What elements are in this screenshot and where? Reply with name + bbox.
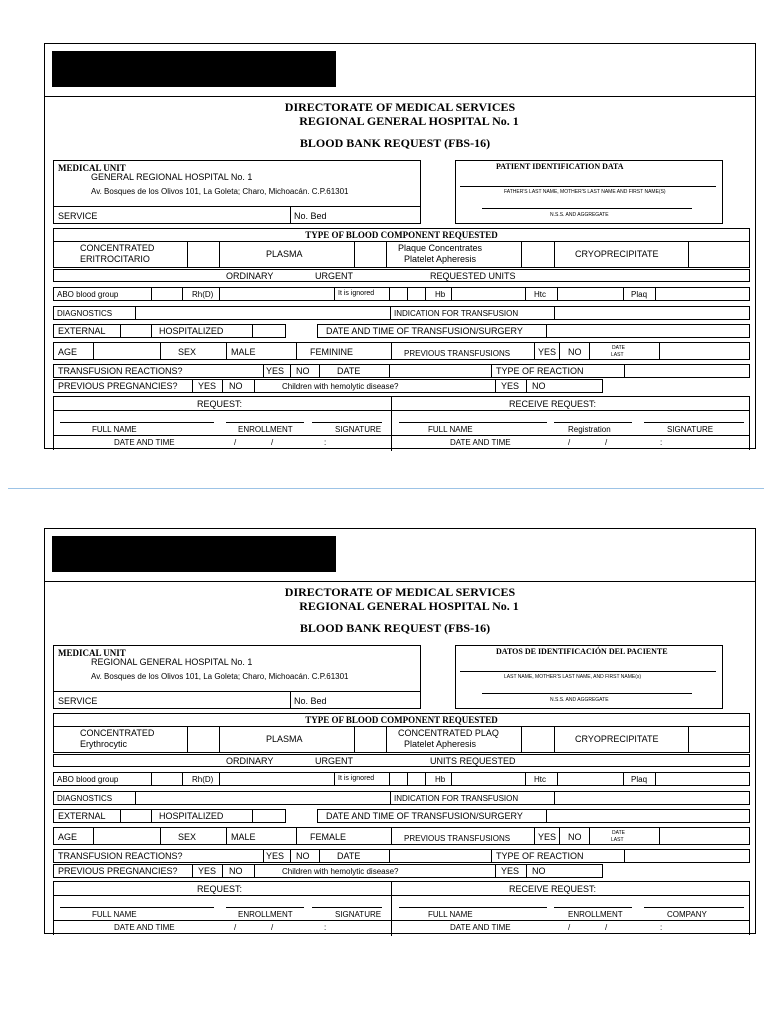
reactions-no[interactable]: NO (296, 366, 310, 376)
age-label: AGE (58, 832, 78, 842)
rh-label: Rh(D) (192, 290, 214, 299)
reaction-type-label: TYPE OF REACTION (496, 851, 584, 861)
cell-divider (554, 307, 555, 319)
pregnancies-row (53, 864, 603, 878)
request-signature: SIGNATURE (335, 425, 382, 434)
receive-datetime-label: DATE AND TIME (450, 438, 511, 447)
cell-divider (624, 365, 625, 377)
transfusion-datetime-row (317, 809, 750, 823)
cell-divider (226, 343, 227, 359)
directorate-heading: DIRECTORATE OF MEDICAL SERVICES (284, 100, 516, 114)
cell-divider (160, 828, 161, 844)
redacted-logo-block (52, 51, 336, 87)
hemolytic-yes[interactable]: YES (501, 866, 520, 876)
cell-divider (120, 810, 121, 822)
cell-divider (151, 325, 152, 337)
component-box (53, 713, 750, 753)
cell-divider (559, 828, 560, 844)
cell-divider (182, 288, 183, 300)
component-title-divider (54, 726, 749, 727)
request-enrollment: ENROLLMENT (238, 425, 293, 434)
datetime-divider (54, 435, 749, 436)
cell-divider (525, 773, 526, 785)
directorate-heading: DIRECTORATE OF MEDICAL SERVICES (284, 585, 516, 599)
urgent-option[interactable]: URGENT (315, 271, 353, 281)
hospital-address: Av. Bosques de los Olivos 101, La Goleta; Charo, Michoacán. C.P.61301 (91, 672, 349, 681)
receive-datetime-label: DATE AND TIME (450, 923, 511, 932)
component-erythro-label-b: Erythrocytic (80, 739, 128, 749)
request-time-colon: : (324, 923, 327, 932)
cell-divider (534, 343, 535, 359)
requested-units-label[interactable]: UNITS REQUESTED (430, 756, 516, 766)
transfusion-datetime-row (317, 324, 750, 338)
age-label: AGE (58, 347, 78, 357)
requested-units-label[interactable]: REQUESTED UNITS (430, 271, 516, 281)
hospital-heading: REGIONAL GENERAL HOSPITAL No. 1 (299, 114, 519, 128)
cell-divider (120, 325, 121, 337)
date-last-label-a: DATE (612, 830, 625, 836)
cell-divider (254, 865, 255, 877)
receive-full-name: FULL NAME (428, 425, 473, 434)
patient-type-row (53, 809, 286, 823)
cell-divider (135, 792, 136, 804)
bed-divider (290, 206, 291, 224)
medical-unit-box (53, 160, 421, 224)
hospitalized-option[interactable]: HOSPITALIZED (159, 326, 224, 336)
cell-divider (557, 773, 558, 785)
pregnancies-no[interactable]: NO (229, 866, 243, 876)
component-platelet-label-a: Plaque Concentrates (398, 243, 483, 253)
transfusion-datetime-label: DATE AND TIME OF TRANSFUSION/SURGERY (326, 811, 523, 821)
cell-divider (192, 380, 193, 392)
component-plasma-label: PLASMA (266, 249, 303, 259)
cell-divider (623, 288, 624, 300)
cell-divider (554, 792, 555, 804)
cell-divider (451, 773, 452, 785)
ignored-label: It is ignored (338, 775, 375, 782)
diagnostics-row (53, 791, 750, 805)
cell-divider (521, 241, 522, 267)
cell-divider (688, 726, 689, 752)
cell-divider (252, 810, 253, 822)
cell-divider (386, 241, 387, 267)
pregnancies-label: PREVIOUS PREGNANCIES? (58, 381, 178, 391)
patient-id-box (455, 645, 723, 709)
cell-divider (655, 288, 656, 300)
request-datetime-label: DATE AND TIME (114, 923, 175, 932)
request-label: REQUEST: (197, 399, 243, 409)
hospital-heading: REGIONAL GENERAL HOSPITAL No. 1 (299, 599, 519, 613)
cell-divider (623, 773, 624, 785)
cell-divider (219, 726, 220, 752)
signature-title-divider (54, 410, 749, 411)
form-title: BLOOD BANK REQUEST (FBS-16) (299, 136, 491, 150)
cell-divider (407, 288, 408, 300)
sex-label: SEX (178, 347, 197, 357)
service-divider (54, 691, 420, 692)
component-title: TYPE OF BLOOD COMPONENT REQUESTED (305, 230, 498, 240)
request-enrollment: ENROLLMENT (238, 910, 293, 919)
request-date-slash-1: / (234, 438, 237, 447)
cell-divider (319, 850, 320, 862)
request-time-colon: : (324, 438, 327, 447)
receive-enrollment-line[interactable] (554, 422, 632, 423)
request-signature-line[interactable] (312, 422, 382, 423)
diagnostics-label: DIAGNOSTICS (57, 309, 113, 318)
cell-divider (187, 241, 188, 267)
cell-divider (151, 288, 152, 300)
cell-divider (290, 365, 291, 377)
service-divider (54, 206, 420, 207)
rh-label: Rh(D) (192, 775, 214, 784)
hemolytic-no[interactable]: NO (532, 381, 546, 391)
request-datetime-label: DATE AND TIME (114, 438, 175, 447)
medical-unit-box (53, 645, 421, 709)
cell-divider (151, 810, 152, 822)
request-name-line[interactable] (60, 422, 214, 423)
component-erythro-label-b: ERITROCITARIO (80, 254, 150, 264)
hospitalized-option[interactable]: HOSPITALIZED (159, 811, 224, 821)
request-date-slash-2: / (271, 923, 274, 932)
ordinary-option[interactable]: ORDINARY (226, 756, 274, 766)
component-platelet-label-a: CONCENTRATED PLAQ (398, 728, 499, 738)
cell-divider (495, 865, 496, 877)
cell-divider (559, 343, 560, 359)
cell-divider (534, 828, 535, 844)
cell-divider (334, 773, 335, 785)
receive-full-name: FULL NAME (428, 910, 473, 919)
cell-divider (187, 726, 188, 752)
cell-divider (389, 773, 390, 785)
service-label[interactable]: SERVICE (58, 211, 98, 221)
patient-id-label: DATOS DE IDENTIFICACIÓN DEL PACIENTE (496, 647, 668, 656)
receive-time-colon: : (660, 923, 663, 932)
pregnancies-row (53, 379, 603, 393)
cell-divider (296, 828, 297, 844)
cell-divider (93, 343, 94, 359)
cell-divider (182, 773, 183, 785)
prev-transfusion-no[interactable]: NO (568, 832, 582, 842)
cell-divider (263, 850, 264, 862)
nss-line[interactable] (482, 693, 692, 694)
plaq-label: Plaq (631, 775, 648, 784)
female-option[interactable]: FEMININE (310, 347, 354, 357)
receive-date-slash-2: / (605, 438, 608, 447)
hb-label: Hb (435, 290, 446, 299)
receive-time-colon: : (660, 438, 663, 447)
cell-divider (554, 241, 555, 267)
nss-caption: N.S.S. AND AGGREGATE (550, 697, 609, 703)
receive-enrollment: Registration (568, 425, 611, 434)
hospital-name: REGIONAL GENERAL HOSPITAL No. 1 (91, 657, 253, 667)
cell-divider (491, 850, 492, 862)
abo-label: ABO blood group (57, 775, 119, 784)
sex-label: SEX (178, 832, 197, 842)
hb-label: Hb (435, 775, 446, 784)
nss-caption: N.S.S. AND AGGREGATE (550, 212, 609, 218)
date-last-label-b: LAST (611, 837, 624, 843)
request-label: REQUEST: (197, 884, 243, 894)
plaq-label: Plaq (631, 290, 648, 299)
external-option[interactable]: EXTERNAL (58, 326, 106, 336)
cell-divider (425, 288, 426, 300)
reactions-date-label: DATE (337, 366, 361, 376)
receive-request-label: RECEIVE REQUEST: (509, 399, 597, 409)
patient-name-caption: FATHER'S LAST NAME, MOTHER'S LAST NAME AND FIRST NAME(S) (504, 189, 666, 195)
signature-title-divider (54, 895, 749, 896)
page-separator (8, 488, 764, 489)
ignored-label: It is ignored (338, 290, 375, 297)
patient-id-box (455, 160, 723, 224)
cell-divider (192, 865, 193, 877)
cell-divider (688, 241, 689, 267)
cell-divider (589, 828, 590, 844)
pregnancies-no[interactable]: NO (229, 381, 243, 391)
pregnancies-label: PREVIOUS PREGNANCIES? (58, 866, 178, 876)
cell-divider (389, 850, 390, 862)
receive-date-slash-1: / (568, 923, 571, 932)
component-platelet-label-b: Platelet Apheresis (404, 254, 477, 264)
form-title: BLOOD BANK REQUEST (FBS-16) (299, 621, 491, 635)
cell-divider (546, 325, 547, 337)
cell-divider (521, 726, 522, 752)
reactions-yes[interactable]: YES (266, 851, 285, 861)
cell-divider (391, 343, 392, 359)
component-cryo-label: CRYOPRECIPITATE (575, 734, 659, 744)
hemolytic-yes[interactable]: YES (501, 381, 520, 391)
cell-divider (354, 726, 355, 752)
cell-divider (160, 343, 161, 359)
hemolytic-label: Children with hemolytic disease? (282, 382, 399, 391)
cell-divider (526, 380, 527, 392)
reactions-label: TRANSFUSION REACTIONS? (58, 851, 183, 861)
receive-date-slash-2: / (605, 923, 608, 932)
female-option[interactable]: FEMALE (310, 832, 347, 842)
receive-enrollment-line[interactable] (554, 907, 632, 908)
datetime-divider (54, 920, 749, 921)
cell-divider (151, 773, 152, 785)
cell-divider (526, 865, 527, 877)
bed-divider (290, 691, 291, 709)
component-cryo-label: CRYOPRECIPITATE (575, 249, 659, 259)
patient-name-line[interactable] (460, 186, 716, 187)
service-label[interactable]: SERVICE (58, 696, 98, 706)
prev-transfusion-yes[interactable]: YES (538, 832, 557, 842)
receive-signature: COMPANY (667, 910, 707, 919)
ordinary-option[interactable]: ORDINARY (226, 271, 274, 281)
cell-divider (554, 726, 555, 752)
cell-divider (451, 288, 452, 300)
request-signature: SIGNATURE (335, 910, 382, 919)
reactions-label: TRANSFUSION REACTIONS? (58, 366, 183, 376)
cell-divider (491, 365, 492, 377)
previous-transfusions-label: PREVIOUS TRANSFUSIONS (404, 349, 511, 358)
cell-divider (390, 792, 391, 804)
cell-divider (659, 343, 660, 359)
cell-divider (222, 380, 223, 392)
receive-request-label: RECEIVE REQUEST: (509, 884, 597, 894)
indication-label: INDICATION FOR TRANSFUSION (394, 794, 519, 803)
cell-divider (589, 343, 590, 359)
cell-divider (219, 241, 220, 267)
request-full-name: FULL NAME (92, 910, 137, 919)
receive-signature-line[interactable] (644, 907, 744, 908)
cell-divider (263, 365, 264, 377)
receive-name-line[interactable] (399, 422, 547, 423)
component-erythro-label-a: CONCENTRATED (80, 243, 155, 253)
hemolytic-no[interactable]: NO (532, 866, 546, 876)
cell-divider (391, 828, 392, 844)
pregnancies-yes[interactable]: YES (198, 866, 217, 876)
blood-bank-request-form-1 (44, 43, 756, 449)
cell-divider (391, 397, 392, 451)
bed-label[interactable]: No. Bed (294, 696, 327, 706)
diagnostics-row (53, 306, 750, 320)
redacted-logo-block (52, 536, 336, 572)
priority-row (53, 269, 750, 282)
component-title-divider (54, 241, 749, 242)
cell-divider (495, 380, 496, 392)
receive-signature: SIGNATURE (667, 425, 714, 434)
patient-type-row (53, 324, 286, 338)
nss-line[interactable] (482, 208, 692, 209)
external-option[interactable]: EXTERNAL (58, 811, 106, 821)
hospital-name: GENERAL REGIONAL HOSPITAL No. 1 (91, 172, 253, 182)
cell-divider (354, 241, 355, 267)
request-full-name: FULL NAME (92, 425, 137, 434)
cell-divider (219, 288, 220, 300)
cell-divider (290, 850, 291, 862)
blood-bank-request-form-2 (44, 528, 756, 934)
cell-divider (219, 773, 220, 785)
cell-divider (659, 828, 660, 844)
age-sex-row (53, 342, 750, 360)
reactions-row (53, 849, 750, 863)
transfusion-datetime-label: DATE AND TIME OF TRANSFUSION/SURGERY (326, 326, 523, 336)
receive-date-slash-1: / (568, 438, 571, 447)
reactions-yes[interactable]: YES (266, 366, 285, 376)
header-divider (45, 581, 755, 582)
blood-group-row (53, 772, 750, 786)
htc-label: Htc (534, 775, 546, 784)
cell-divider (655, 773, 656, 785)
cell-divider (386, 726, 387, 752)
request-date-slash-1: / (234, 923, 237, 932)
component-box (53, 228, 750, 268)
abo-label: ABO blood group (57, 290, 119, 299)
cell-divider (222, 865, 223, 877)
cell-divider (252, 325, 253, 337)
receive-signature-line[interactable] (644, 422, 744, 423)
component-title: TYPE OF BLOOD COMPONENT REQUESTED (305, 715, 498, 725)
prev-transfusion-no[interactable]: NO (568, 347, 582, 357)
request-signature-line[interactable] (312, 907, 382, 908)
male-option[interactable]: MALE (231, 347, 256, 357)
cell-divider (546, 810, 547, 822)
blood-group-row (53, 287, 750, 301)
component-plasma-label: PLASMA (266, 734, 303, 744)
reactions-no[interactable]: NO (296, 851, 310, 861)
component-platelet-label-b: Platelet Apheresis (404, 739, 477, 749)
cell-divider (407, 773, 408, 785)
male-option[interactable]: MALE (231, 832, 256, 842)
priority-row (53, 754, 750, 767)
cell-divider (425, 773, 426, 785)
cell-divider (390, 307, 391, 319)
date-last-label-b: LAST (611, 352, 624, 358)
cell-divider (624, 850, 625, 862)
receive-enrollment: ENROLLMENT (568, 910, 623, 919)
request-enrollment-line[interactable] (226, 907, 304, 908)
cell-divider (135, 307, 136, 319)
bed-label[interactable]: No. Bed (294, 211, 327, 221)
diagnostics-label: DIAGNOSTICS (57, 794, 113, 803)
cell-divider (254, 380, 255, 392)
component-erythro-label-a: CONCENTRATED (80, 728, 155, 738)
cell-divider (319, 365, 320, 377)
patient-name-caption: LAST NAME, MOTHER'S LAST NAME, AND FIRST NAME(s) (504, 674, 642, 680)
signature-block (53, 881, 750, 935)
pregnancies-yes[interactable]: YES (198, 381, 217, 391)
patient-id-label: PATIENT IDENTIFICATION DATA (496, 162, 624, 171)
cell-divider (296, 343, 297, 359)
signature-block (53, 396, 750, 450)
hospital-address: Av. Bosques de los Olivos 101, La Goleta; Charo, Michoacán. C.P.61301 (91, 187, 349, 196)
age-sex-row (53, 827, 750, 845)
cell-divider (389, 288, 390, 300)
cell-divider (557, 288, 558, 300)
cell-divider (391, 882, 392, 936)
cell-divider (93, 828, 94, 844)
medical-unit-label: MEDICAL UNIT (58, 648, 126, 658)
cell-divider (334, 288, 335, 300)
reaction-type-label: TYPE OF REACTION (496, 366, 584, 376)
header-divider (45, 96, 755, 97)
prev-transfusion-yes[interactable]: YES (538, 347, 557, 357)
cell-divider (525, 288, 526, 300)
cell-divider (389, 365, 390, 377)
reactions-row (53, 364, 750, 378)
request-date-slash-2: / (271, 438, 274, 447)
urgent-option[interactable]: URGENT (315, 756, 353, 766)
reactions-date-label: DATE (337, 851, 361, 861)
previous-transfusions-label: PREVIOUS TRANSFUSIONS (404, 834, 511, 843)
cell-divider (226, 828, 227, 844)
date-last-label-a: DATE (612, 345, 625, 351)
hemolytic-label: Children with hemolytic disease? (282, 867, 399, 876)
request-enrollment-line[interactable] (226, 422, 304, 423)
request-name-line[interactable] (60, 907, 214, 908)
receive-name-line[interactable] (399, 907, 547, 908)
patient-name-line[interactable] (460, 671, 716, 672)
indication-label: INDICATION FOR TRANSFUSION (394, 309, 519, 318)
htc-label: Htc (534, 290, 546, 299)
medical-unit-label: MEDICAL UNIT (58, 163, 126, 173)
